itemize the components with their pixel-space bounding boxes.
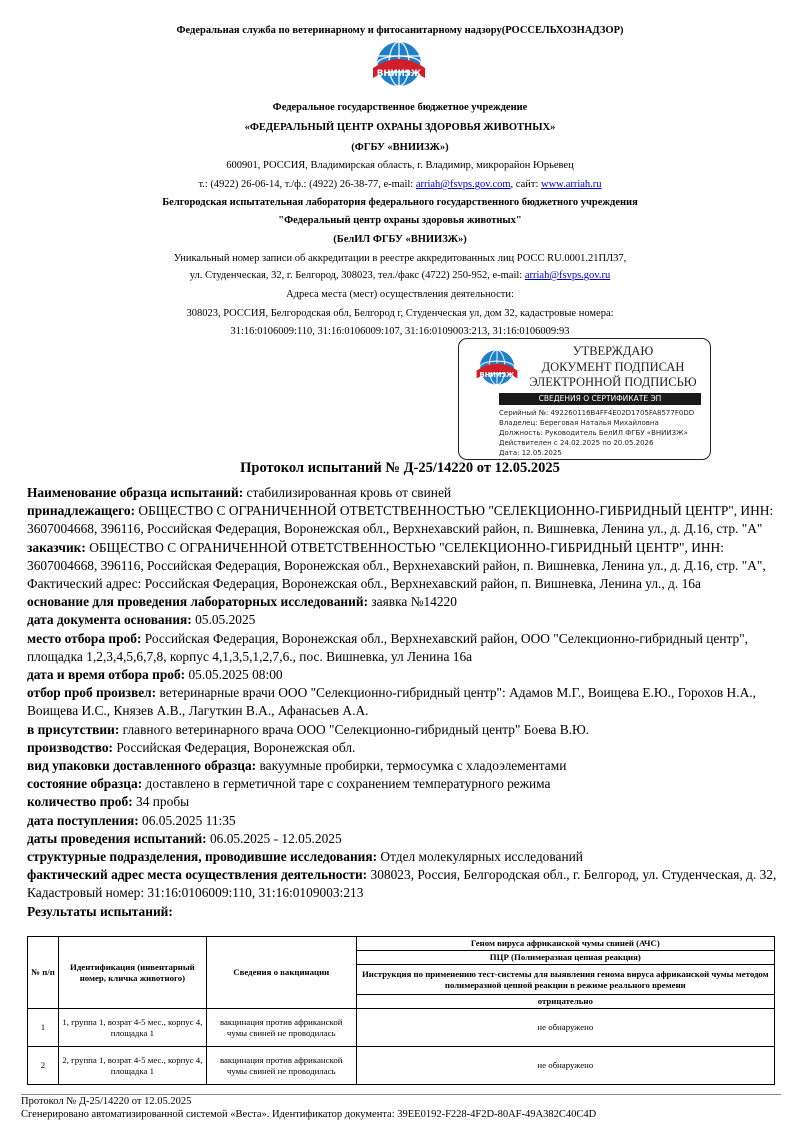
footer-protocol: Протокол № Д-25/14220 от 12.05.2025 [21, 1096, 192, 1107]
row-vacc: вакцинация против африканской чумы свиней не проводилась [206, 1009, 356, 1047]
footer-generated: Сгенерировано автоматизированной системой «Веста». Идентификатор документа: 39EE0192-F228-4F2D-80AF-49A382C40C4D [21, 1109, 597, 1120]
activity-address-2: 31:16:0106009:110, 31:16:0106009:107, 31:16:0109003:213, 31:16:0106009:93 [230, 326, 570, 337]
field-condition: состояние образца: доставлено в герметичной таре с сохранением температурного режима [27, 776, 551, 792]
stamp-serial: Серийный №: 492260116B4FF4E02D1705FA8577F0DD [499, 409, 695, 417]
field-sampling-place: место отбора проб: Российская Федерация, Воронежская обл., Верхнехавский район, ООО "Селекционно-гибридный центр", площадка 1,2,3,4,5,6,7,8, корпус 4,1,3,5,1,2,7,6., пос. Вишневка, ул Ленина 16а [27, 630, 749, 664]
accreditation-line: Уникальный номер записи об аккредитации в реестре аккредитованных лиц РОСС RU.0001.21ПЛ37, [173, 253, 627, 264]
stamp-signed-electronic: ЭЛЕКТРОННОЙ ПОДПИСЬЮ [529, 375, 697, 389]
row-id: 1, группа 1, возрат 4-5 мес., корпус 4, площадка 1 [58, 1009, 206, 1047]
field-sampling-datetime: дата и время отбора проб: 05.05.2025 08:00 [27, 667, 283, 683]
lab-address-line [0, 269, 800, 282]
site-prefix: , сайт: [510, 179, 541, 190]
institution-name: «ФЕДЕРАЛЬНЫЙ ЦЕНТР ОХРАНЫ ЗДОРОВЬЯ ЖИВОТНЫХ» [244, 122, 556, 133]
stamp-approve: УТВЕРЖДАЮ [572, 344, 654, 358]
field-production: производство: Российская Федерация, Воронежская обл. [27, 739, 356, 755]
row-result: не обнаружено [356, 1009, 774, 1047]
results-table [27, 936, 775, 1085]
row-vacc: вакцинация против африканской чумы свиней не проводилась [206, 1047, 356, 1085]
institution-short: (ФГБУ «ВНИИЗЖ») [351, 142, 449, 153]
col-num-header: № п/п [28, 937, 59, 1009]
lab-short: (БелИЛ ФГБУ «ВНИИЗЖ») [333, 234, 467, 245]
stamp-signed: ДОКУМЕНТ ПОДПИСАН [541, 360, 685, 374]
sample-details [27, 484, 782, 921]
field-departments: структурные подразделения, проводившие исследования: Отдел молекулярных исследований [27, 849, 583, 865]
field-customer: заказчик: ОБЩЕСТВО С ОГРАНИЧЕННОЙ ОТВЕТСТВЕННОСТЬЮ "СЕЛЕКЦИОННО-ГИБРИДНЫЙ ЦЕНТР", ИНН: 3607004668, 396116, Российская Федерация, Воронежская обл., Верхнехавский район, п. Вишневка, Ленина ул., д. Д.16, стр. "А", Фактический адрес: Российская Федерация, Воронежская обл., Верхнехавский район, п. Вишневка, Ленина ул., д. 16а [27, 539, 766, 592]
stamp-position: Должность: Руководитель БелИЛ ФГБУ «ВНИИЗЖ» [499, 429, 688, 437]
lab-email-link[interactable]: arriah@fsvps.gov.ru [524, 270, 611, 281]
logo-text: ВНИИЗЖ [376, 69, 422, 79]
row-result: не обнаружено [356, 1047, 774, 1085]
table-row [28, 1009, 775, 1047]
col-vacc-header: Сведения о вакцинации [206, 937, 356, 1009]
instruction-header: Инструкция по применению тест-системы для выявления генома вируса африканской чумы методом полимеразной цепной реакции в режиме реального времени [356, 965, 774, 995]
institution-type: Федеральное государственное бюджетное учреждение [272, 102, 528, 113]
field-sampled-by: отбор проб произвел: ветеринарные врачи ООО "Селекционно-гибридный центр": Адамов М.Г., Воищева Е.Ю., Горохов Н.А., Воищева И.С., Князев А.В., Лагуткин В.А., Афанасьев А.А. [27, 685, 756, 719]
stamp-logo-icon [472, 347, 522, 391]
pcr-header: ПЦР (Полимеразная цепная реакция) [356, 951, 774, 965]
e-signature-stamp [458, 338, 711, 460]
field-packaging: вид упаковки доставленного образца: вакуумные пробирки, термосумка с хладоэлементами [27, 758, 567, 774]
contacts-line [0, 178, 800, 191]
genome-header: Геном вируса африканской чумы свиней (АЧС) [356, 937, 774, 951]
activity-title: Адреса места (мест) осуществления деятельности: [286, 289, 514, 300]
field-basis: основание для проведения лабораторных исследований: заявка №14220 [27, 594, 457, 610]
agency-line: Федеральная служба по ветеринарному и фитосанитарному надзору(РОССЕЛЬХОЗНАДЗОР) [176, 25, 624, 36]
field-test-dates: даты проведения испытаний: 06.05.2025 - 12.05.2025 [27, 830, 342, 846]
field-received: дата поступления: 06.05.2025 11:35 [27, 812, 236, 828]
stamp-owner: Владелец: Береговая Наталья Михайловна [499, 419, 659, 427]
footer-divider [21, 1094, 781, 1095]
table-row [28, 1047, 775, 1085]
lab-address-prefix: ул. Студенческая, 32, г. Белгород, 308023, тел./факс (4722) 250-952, e-mail: [189, 270, 525, 281]
field-sample-count: количество проб: 34 пробы [27, 794, 190, 810]
institution-address: 600901, РОССИЯ, Владимирская область, г. Владимир, микрорайон Юрьевец [226, 160, 574, 171]
field-results-title: Результаты испытаний: [27, 903, 173, 919]
row-id: 2, группа 1, возрат 4-5 мес., корпус 4, площадка 1 [58, 1047, 206, 1085]
stamp-cert-bar: СВЕДЕНИЯ О СЕРТИФИКАТЕ ЭП [499, 393, 701, 405]
row-num: 2 [28, 1047, 59, 1085]
stamp-date: Дата: 12.05.2025 [499, 449, 562, 457]
col-id-header: Идентификация (инвентарный номер, кличка животного) [58, 937, 206, 1009]
field-owner: принадлежащего: ОБЩЕСТВО С ОГРАНИЧЕННОЙ ОТВЕТСТВЕННОСТЬЮ "СЕЛЕКЦИОННО-ГИБРИДНЫЙ ЦЕНТР", ИНН: 3607004668, 396116, Российская Федерация, Воронежская обл., Верхнехавский район, п. Вишневка, Ленина ул., д. Д.16, стр. "А" [27, 503, 774, 537]
contacts-prefix: т.: (4922) 26-06-14, т./ф.: (4922) 26-38-77, e-mail: [198, 179, 416, 190]
lab-name: "Федеральный центр охраны здоровья животных" [278, 215, 522, 226]
site-link[interactable]: www.arriah.ru [541, 179, 602, 190]
activity-address-1: 308023, РОССИЯ, Белгородская обл, Белгород г, Студенческая ул, дом 32, кадастровые номера: [186, 308, 614, 319]
lab-line: Белгородская испытательная лаборатория федерального государственного бюджетного учреждения [162, 197, 638, 208]
norm-header: отрицательно [356, 995, 774, 1009]
row-num: 1 [28, 1009, 59, 1047]
field-basis-date: дата документа основания: 05.05.2025 [27, 612, 256, 628]
stamp-logo-text: ВНИИЗЖ [479, 370, 515, 379]
email-link[interactable]: arriah@fsvps.gov.com [415, 179, 511, 190]
field-sample-name: Наименование образца испытаний: стабилизированная кровь от свиней [27, 485, 452, 500]
field-presence: в присутствии: главного ветеринарного врача ООО "Селекционно-гибридный центр" Боева В.Ю. [27, 721, 590, 737]
field-activity-address: фактический адрес места осуществления деятельности: 308023, Россия, Белгородская обл., г. Белгород, ул. Студенческая, д. 32, Кадастровый номер: 31:16:0106009:110, 31:16:0109003:213 [27, 867, 777, 901]
stamp-valid: Действителен с 24.02.2025 по 20.05.2026 [499, 439, 654, 447]
protocol-title: Протокол испытаний № Д-25/14220 от 12.05.2025 [240, 460, 560, 476]
vniizzh-logo-icon [369, 38, 429, 94]
